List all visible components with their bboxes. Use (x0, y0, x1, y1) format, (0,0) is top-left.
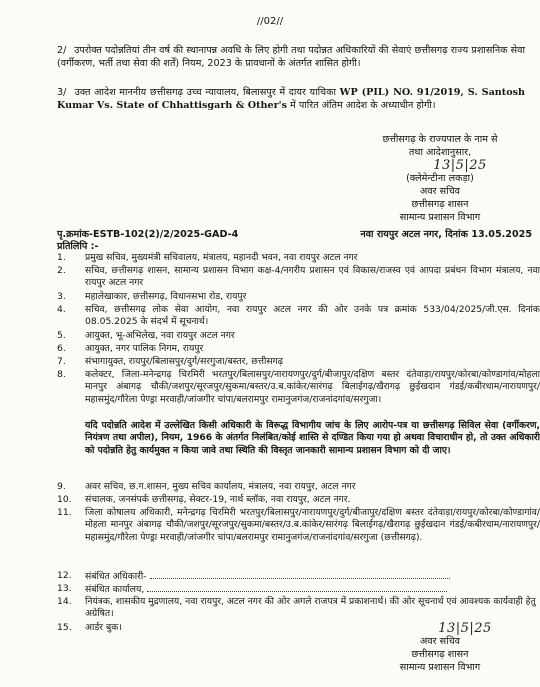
bold-note: यदि पदोन्नति आदेश में उल्लेखित किसी अधिकारी के विरूद्ध विभागीय जांच के लिए आरोप-पत्र या छत्तीसगढ़ सिविल सेवा (वर्गीकरण, नियंत्रण तथा अपील), नियम, 1966 के अंतर्गत निलंबित/कोई शास्ति से दण्डित किया गया हो अथवा विचाराधीन हो, तो उक्त अधिकारी को पदोन्नति हेतु कार्यमुक्त न किया जावे तथा स्थिति की विस्तृत जानकारी सामान्य प्रशासन विभाग को दी जाए। (85, 420, 540, 456)
list-item: 11. जिला कोषालय अधिकारी, मनेन्द्रगढ़ चिरमिरी भरतपुर/बिलासपुर/नारायणपुर/दुर्ग/बीजापुर/दक्षिण बस्तर दंतेवाड़ा/रायपुर/कोरबा/कोण्डागांव/मोहला मानपुर अंबागढ़ चौकी/जशपुर/सूरजपुर/सुकमा/बस्तर/उ.ब.कांकेर/सारंगढ़ बिलाईगढ़/खैरागढ़ छुईखदान गंडई/कबीरधाम/नारायणपुर/महासमुंद/गौरेला पेण्ड्रा मरवाही/जांजगीर चांपा/बलरामपुर रामानुजगंज/राजनांदगांव/सरगुजा (छत्तीसगढ़). (57, 507, 540, 543)
list-item: 12. संबंधित अधिकारी- (57, 570, 540, 582)
list-item: 1. प्रमुख सचिव, मुख्यमंत्री सचिवालय, मंत्रालय, महानदी भवन, नवा रायपुर अटल नगर (57, 252, 358, 263)
sig1-signature: 13|5|25 (433, 158, 487, 173)
sig1-line2: तथा आदेशानुसार, (408, 147, 472, 158)
paragraph-2 (57, 44, 525, 70)
sig1-designation: अवर सचिव (419, 186, 461, 197)
paragraph-2-number: 2/ (57, 45, 67, 56)
dotted-line (147, 583, 447, 592)
list-item: 13. संबंधित कार्यालय, (57, 583, 540, 595)
signature-block-1 (340, 133, 540, 224)
paragraph-3-text-a: उक्त आदेश माननीय छत्तीसगढ़ उच्च न्यायालय, बिलासपुर में दायर याचिका (74, 87, 337, 98)
paragraph-2-text: उपरोक्त पदोन्नतियां तीन वर्ष की स्थानापन्न अवधि के लिए होगी तथा पदोन्नत अधिकारियों की सेवाएं छत्तीसगढ़ राज्य प्रशासनिक सेवा (वर्गीकरण, भर्ती तथा सेवा की शर्तें) नियम, 2023 के प्रावधानों के अंतर्गत शासित होगी। (57, 45, 525, 70)
endorsement-number: पृ.क्रमांक-ESTB-102(2)/2/2025-GAD-4 (57, 229, 239, 240)
list-item: 5. आयुक्त, भू-अभिलेख, नवा रायपुर अटल नगर (57, 330, 235, 341)
list-item: 8. कलेक्टर, जिला-मनेन्द्रगढ़ चिरमिरी भरतपुर/बिलासपुर/नारायणपुर/दुर्ग/बीजापुर/दक्षिण बस्तर दंतेवाड़ा/रायपुर/कोरबा/कोण्डागांव/मोहला मानपुर अंबागढ़ चौकी/जशपुर/सूरजपुर/सुकमा/बस्तर/उ.ब.कांकेर/सारंगढ़ बिलाईगढ़/खैरागढ़ छुईखदान गंडई/कबीरधाम/नारायणपुर/महासमुंद/गौरेला पेण्ड्रा मरवाही/जांजगीर चांपा/बलरामपुर रामानुजगंज/राजनांदगांव/सरगुजा। (57, 369, 540, 405)
endorsement-place-date: नवा रायपुर अटल नगर, दिनांक 13.05.2025 (360, 229, 532, 240)
signature-block-2 (340, 622, 540, 674)
list-item: 4. सचिव, छत्तीसगढ़ लोक सेवा आयोग, नवा रायपुर अटल नगर की ओर उनके पत्र क्रमांक 533/04/2025/जी.एस. दिनांक 08.05.2025 के संदर्भ में सूचनार्थ। (57, 304, 540, 328)
list-item: 2. सचिव, छत्तीसगढ़ शासन, सामान्य प्रशासन विभाग कक्ष-4/नगरीय प्रशासन एवं विकास/राजस्व एवं आपदा प्रबंधन विभाग मंत्रालय, नवा रायपुर अटल नगर (57, 265, 540, 289)
sig1-line1: छत्तीसगढ़ के राज्यपाल के नाम से (382, 134, 498, 145)
list-item: 10. संचालक, जनसंपर्क छत्तीसगढ़, सेक्टर-19, नार्थ ब्लॉक, नवा रायपुर, अटल नगर. (57, 494, 351, 505)
list-item: 15. आर्डर बुक। (57, 622, 122, 633)
sig1-office2: सामान्य प्रशासन विभाग (399, 212, 481, 223)
sig1-office1: छत्तीसगढ़ शासन (411, 199, 469, 210)
paragraph-3-case: WP (PIL) NO. 91/2019, S. Santosh Kumar Vs. State of Chhattisgarh & Other's (57, 87, 525, 112)
list-item: 9. अवर सचिव, छ.ग.शासन, मुख्य सचिव कार्यालय, मंत्रालय, नवा रायपुर, अटल नगर (57, 481, 356, 492)
sig2-designation: अवर सचिव (419, 636, 461, 647)
sig2-office1: छत्तीसगढ़ शासन (411, 649, 469, 660)
paragraph-3-number: 3/ (57, 87, 67, 98)
page-number: //02// (256, 16, 284, 27)
paragraph-3 (57, 86, 525, 112)
list-item: 3. महालेखाकार, छत्तीसगढ़, विधानसभा रोड, रायपुर (57, 291, 247, 302)
list-item: 14. नियंत्रक, शासकीय मुद्रणालय, नवा रायपुर, अटल नगर की ओर अगले राजपत्र में प्रकाशनार्थ। की ओर सूचनार्थ एवं आवश्यक कार्यवाही हेतु अग्रेषित। (57, 596, 536, 620)
list-item: 6. आयुक्त, नगर पालिक निगम, रायपुर (57, 343, 204, 354)
copy-to-heading: प्रतिलिपि :- (57, 241, 99, 252)
paragraph-3-text-c: में पारित अंतिम आदेश के अध्याधीन होगी। (290, 100, 436, 112)
sig2-office2: सामान्य प्रशासन विभाग (399, 662, 481, 673)
sig2-signature: 13|5|25 (438, 621, 492, 636)
sig1-name: (क्लेमेन्टीना लकड़ा) (406, 173, 474, 184)
distribution-list (57, 252, 540, 672)
dotted-line (150, 570, 450, 579)
list-item: 7. संभागायुक्त, रायपुर/बिलासपुर/दुर्ग/सरगुजा/बस्तर, छत्तीसगढ़ (57, 356, 283, 367)
